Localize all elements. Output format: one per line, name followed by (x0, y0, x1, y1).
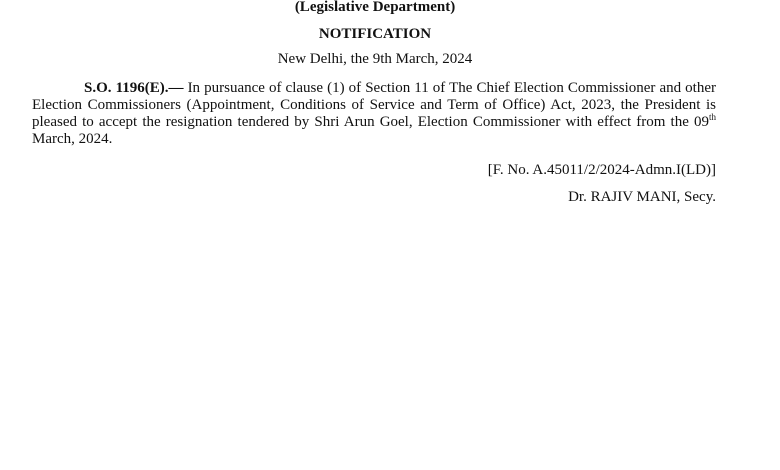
signatory: Dr. RAJIV MANI, Secy. (568, 189, 716, 205)
notification-text-part2: March, 2024. (32, 131, 113, 147)
statutory-order-reference: S.O. 1196(E).— (84, 80, 184, 96)
notification-paragraph (32, 80, 716, 148)
notification-body (32, 80, 716, 148)
notification-text-part1: In pursuance of clause (1) of Section 11 of The Chief Election Commissioner and other Election Commissioners (Appointment, Conditions of Service and Term of Office) Act, 2023, the President is pleased to accept the resignation tendered by Shri Arun Goel, Election Commissioner with effect from the 09 (32, 80, 716, 130)
place-date-line: New Delhi, the 9th March, 2024 (277, 51, 473, 67)
file-number: [F. No. A.45011/2/2024-Admn.I(LD)] (487, 162, 716, 178)
date-ordinal-suffix: th (708, 112, 716, 122)
department-heading: (Legislative Department) (294, 0, 456, 15)
notification-title: NOTIFICATION (318, 26, 432, 42)
